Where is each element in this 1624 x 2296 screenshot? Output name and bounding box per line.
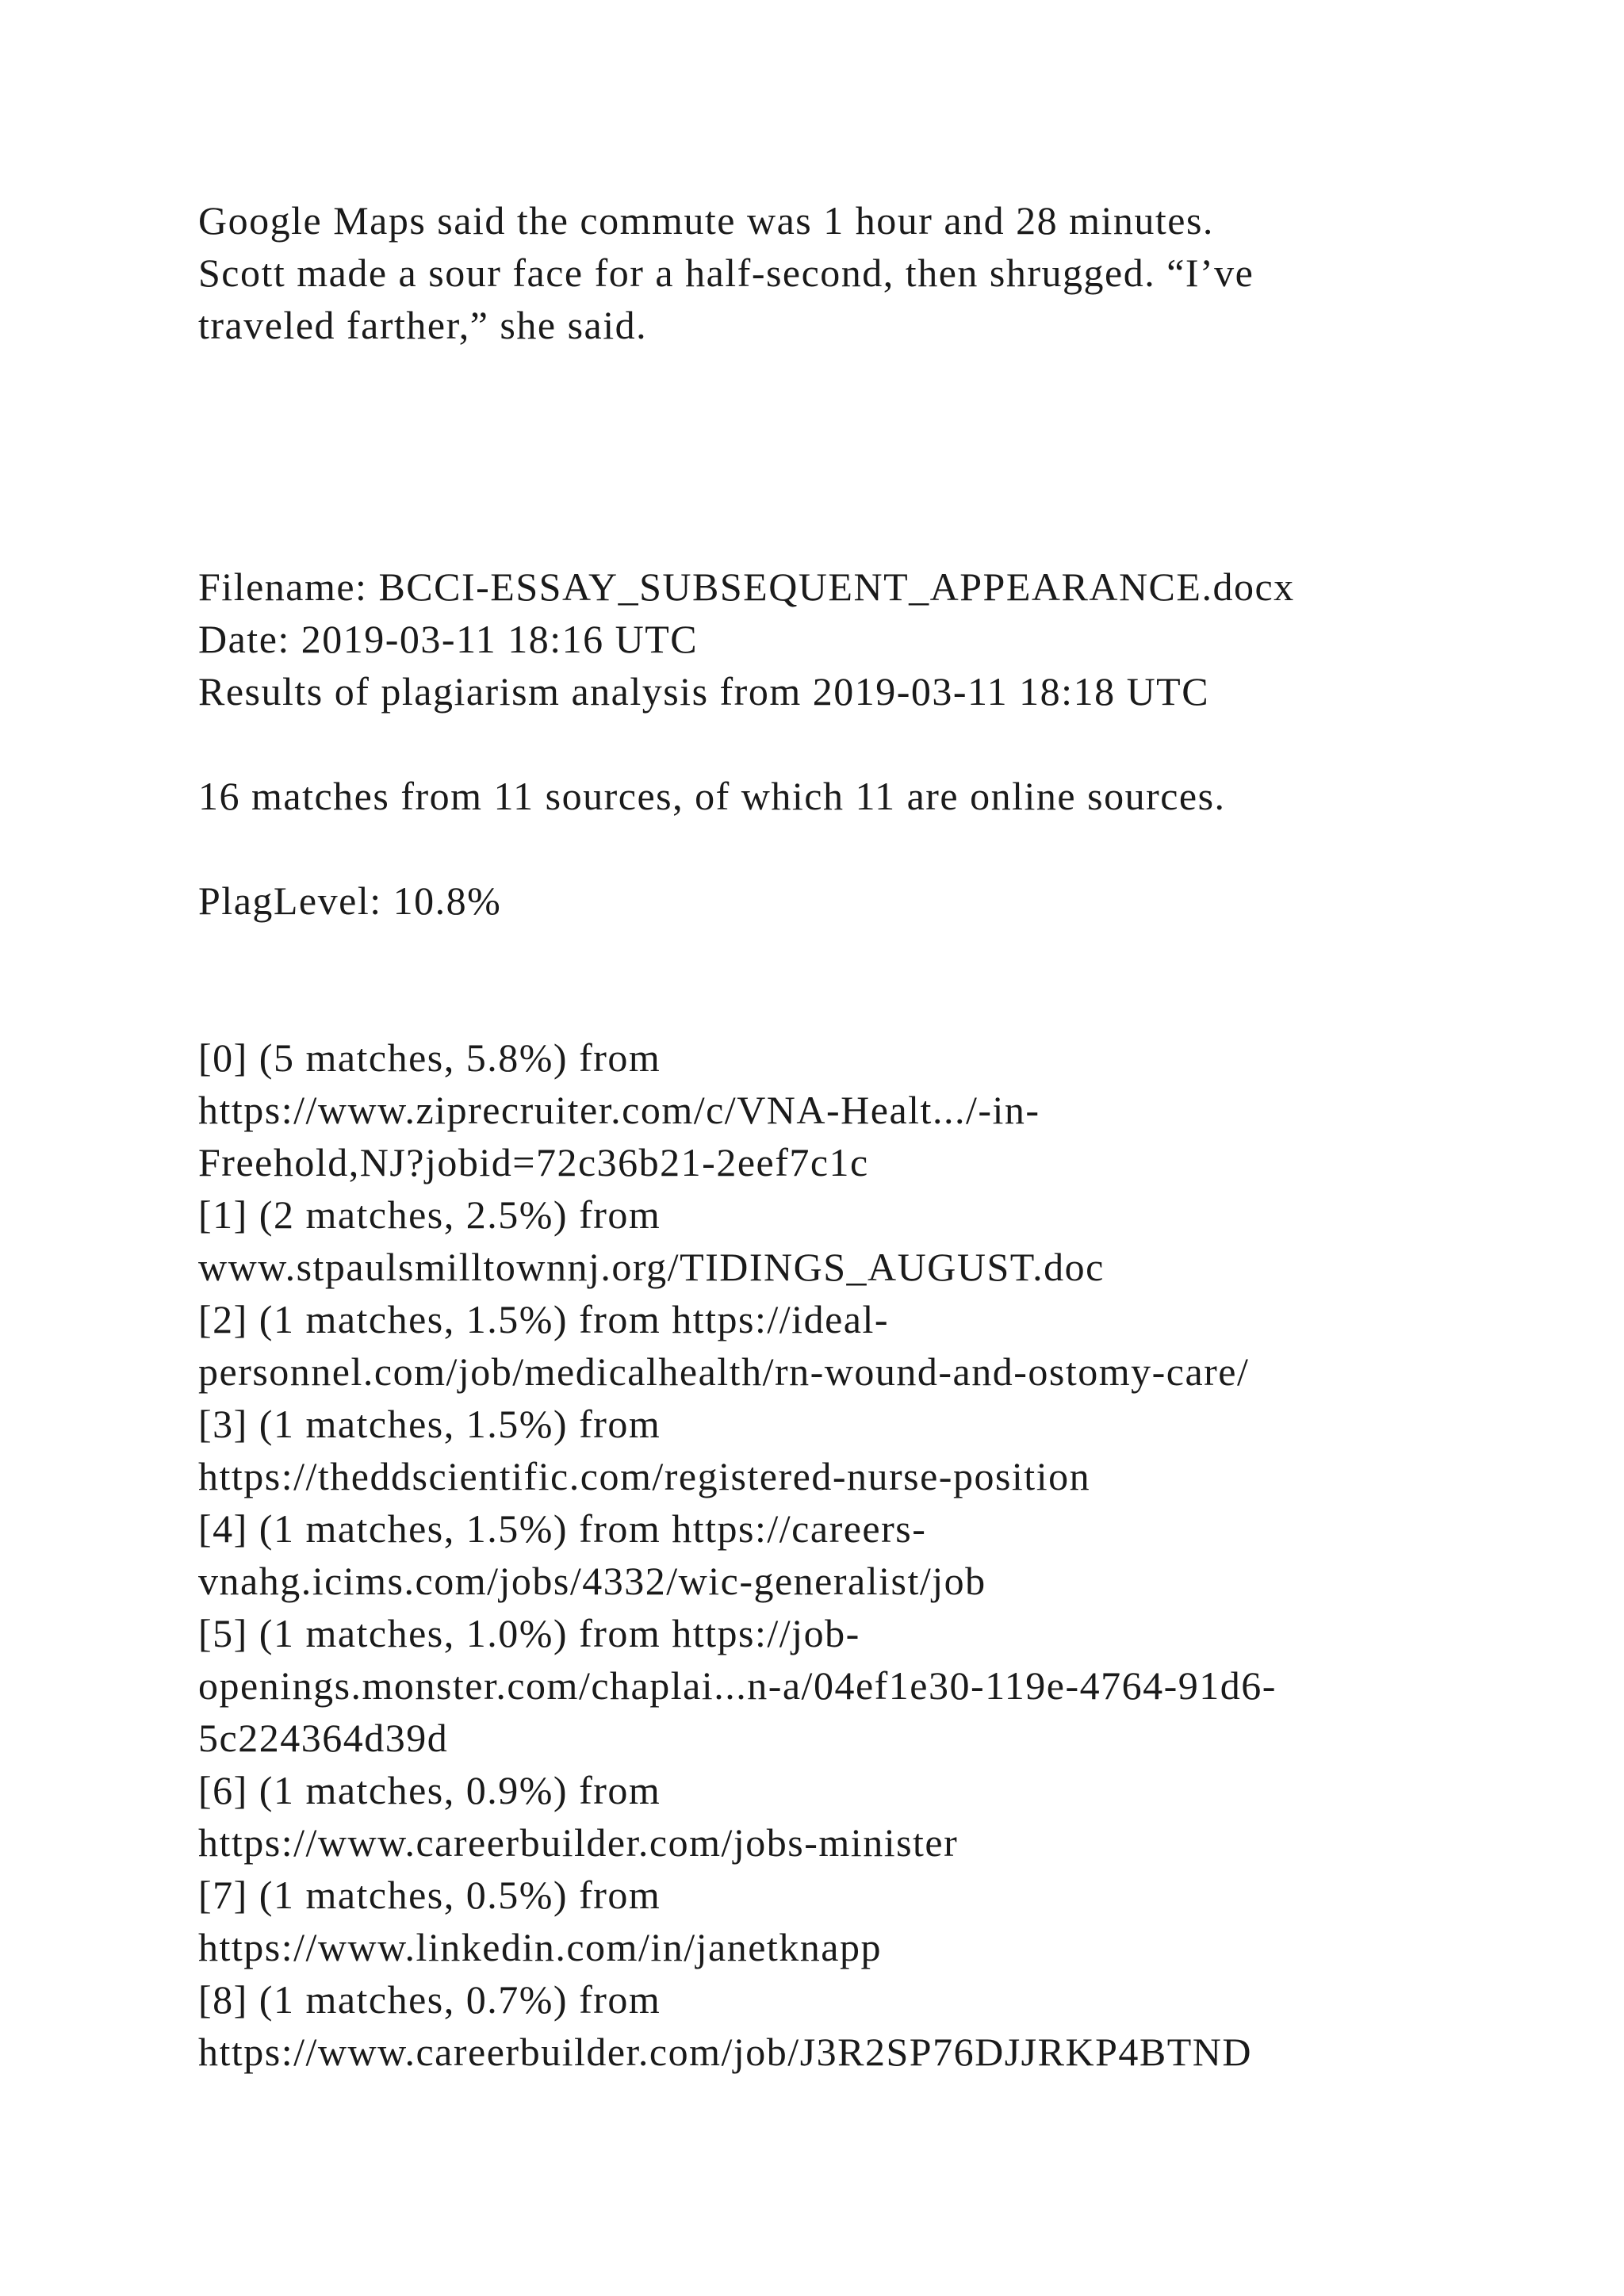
report-date: Date: 2019-03-11 18:16 UTC <box>198 617 699 661</box>
source-item <box>198 1031 1435 1188</box>
source-url: https://theddscientific.com/registered-nurse-position <box>198 1454 1091 1498</box>
document-body <box>198 194 1435 2078</box>
source-item <box>198 1293 1435 1398</box>
source-url: https://www.ziprecruiter.com/c/VNA-Healt.../-in- <box>198 1088 1040 1132</box>
spacer <box>198 718 1435 770</box>
intro-line: traveled farther,” she said. <box>198 303 648 347</box>
source-item <box>198 1973 1435 2078</box>
source-line: [0] (5 matches, 5.8%) from <box>198 1035 661 1080</box>
source-url: 5c224364d39d <box>198 1716 449 1760</box>
source-url: https://www.careerbuilder.com/job/J3R2SP76DJJRKP4BTND <box>198 2030 1253 2074</box>
source-url: https://www.linkedin.com/in/janetknapp <box>198 1925 882 1969</box>
plaglevel-text: PlagLevel: 10.8% <box>198 878 502 923</box>
report-summary <box>198 770 1435 822</box>
source-item <box>198 1607 1435 1764</box>
source-item <box>198 1869 1435 1973</box>
source-line: [1] (2 matches, 2.5%) from <box>198 1192 661 1237</box>
source-url: personnel.com/job/medicalhealth/rn-wound-and-ostomy-care/ <box>198 1349 1250 1394</box>
intro-paragraph <box>198 194 1435 351</box>
source-line: [6] (1 matches, 0.9%) from <box>198 1768 661 1812</box>
source-line: [4] (1 matches, 1.5%) from https://careers- <box>198 1506 927 1551</box>
source-line: [5] (1 matches, 1.0%) from https://job- <box>198 1611 860 1655</box>
report-header <box>198 561 1435 718</box>
summary-text: 16 matches from 11 sources, of which 11 are online sources. <box>198 774 1226 818</box>
source-url: vnahg.icims.com/jobs/4332/wic-generalist/job <box>198 1559 986 1603</box>
spacer <box>198 822 1435 874</box>
report-results-line: Results of plagiarism analysis from 2019-03-11 18:18 UTC <box>198 669 1210 714</box>
source-item <box>198 1502 1435 1607</box>
source-url: openings.monster.com/chaplai...n-a/04ef1e30-119e-4764-91d6- <box>198 1663 1277 1708</box>
spacer <box>198 351 1435 561</box>
source-line: [7] (1 matches, 0.5%) from <box>198 1873 661 1917</box>
source-line: [2] (1 matches, 1.5%) from https://ideal- <box>198 1297 889 1341</box>
plaglevel <box>198 874 1435 927</box>
intro-line: Scott made a sour face for a half-second, then shrugged. “I’ve <box>198 251 1254 295</box>
source-line: [3] (1 matches, 1.5%) from <box>198 1402 661 1446</box>
spacer <box>198 927 1435 1031</box>
source-item <box>198 1764 1435 1869</box>
intro-line: Google Maps said the commute was 1 hour and 28 minutes. <box>198 198 1214 243</box>
source-url: www.stpaulsmilltownnj.org/TIDINGS_AUGUST.doc <box>198 1245 1105 1289</box>
source-line: [8] (1 matches, 0.7%) from <box>198 1977 661 2022</box>
source-url: https://www.careerbuilder.com/jobs-minister <box>198 1820 959 1865</box>
source-item <box>198 1398 1435 1502</box>
report-filename: Filename: BCCI-ESSAY_SUBSEQUENT_APPEARANCE.docx <box>198 564 1295 609</box>
source-item <box>198 1188 1435 1293</box>
sources-list <box>198 1031 1435 2078</box>
source-url: Freehold,NJ?jobid=72c36b21-2eef7c1c <box>198 1140 869 1184</box>
